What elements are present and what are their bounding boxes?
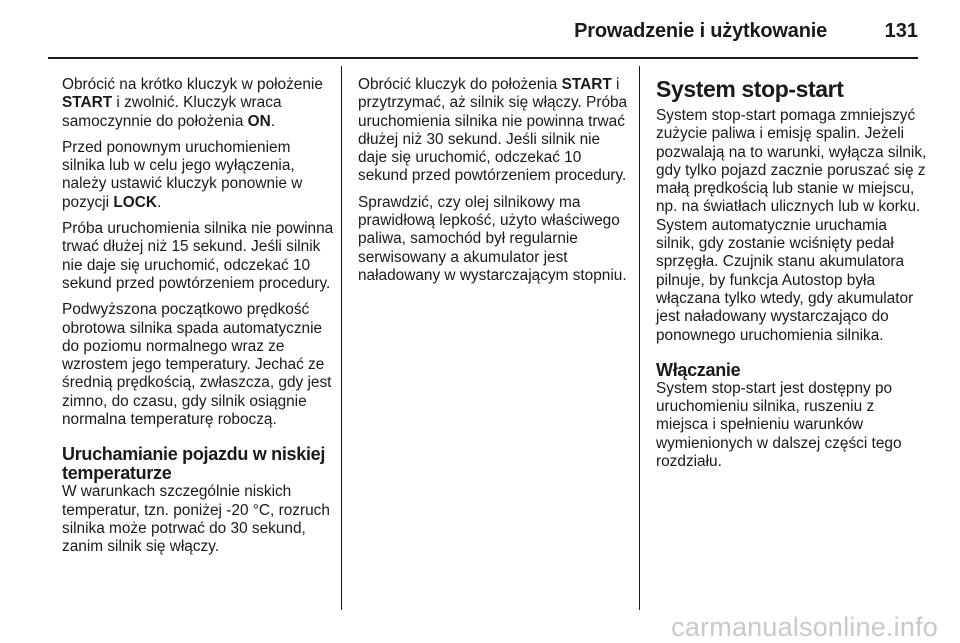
column-divider-2 bbox=[639, 66, 640, 610]
column-left bbox=[62, 76, 334, 565]
column-middle bbox=[358, 76, 630, 293]
paragraph-hold-key: Obrócić kluczyk do położenia START i przytrzymać, aż silnik się włączy. Próba uruchomienia silnika nie powinna trwać dłużej niż 30 sekund. Jeśli silnik nie daje się uruchomić, odczekać 10 sekund przed powtórzeniem procedury. bbox=[358, 76, 628, 185]
page-number: 131 bbox=[884, 20, 918, 42]
paragraph-lock-key: Przed ponownym uruchomieniem silnika lub w celu jego wyłączenia, należy ustawić kluczyk ponownie w pozycji LOCK. bbox=[62, 138, 303, 211]
column-right bbox=[656, 76, 928, 479]
paragraph-activation: System stop-start jest dostępny po uruchomieniu silnika, ruszeniu z miejsca i spełnieniu warunków wymienionych w dalszej części tego rozdziału. bbox=[656, 379, 902, 471]
paragraph-idle-speed: Podwyższona początkowo prędkość obrotowa silnika spada automatycznie do poziomu normalnego wraz ze wzrostem jego temperatury. Jechać ze średnią prędkością, zwłaszcza, gdy jest zimno, do czasu, gdy silnik osiągnie normalna temperaturę roboczą. bbox=[62, 301, 332, 429]
paragraph-start-key: Obrócić na krótko kluczyk w położenie START i zwolnić. Kluczyk wraca samoczynnie do położenia ON. bbox=[62, 76, 323, 130]
heading-activation: Włączanie bbox=[656, 359, 741, 380]
paragraph-start-duration: Próba uruchomienia silnika nie powinna trwać dłużej niż 15 sekund. Jeśli silnik nie daje się uruchomić, odczekać 10 sekund przed powtórzeniem procedury. bbox=[62, 220, 334, 292]
paragraph-check-oil: Sprawdzić, czy olej silnikowy ma prawidłową lepkość, użyto właściwego paliwa, samochód był regularnie serwisowany a akumulator jest naładowany w wystarczającym stopniu. bbox=[358, 193, 627, 284]
header-divider bbox=[48, 57, 918, 59]
paragraph-stop-start-intro: System stop-start pomaga zmniejszyć zużycie paliwa i emisję spalin. Jeżeli pozwalają na to warunki, wyłącza silnik, gdy tylko pojazd zacznie poruszać się z małą prędkością lub stanie w miejscu, np. na światłach ulicznych lub w korku. System automatycznie uruchamia silnik, gdy zostanie wciśnięty pedał sprzęgła. Czujnik stanu akumulatora pilnuje, by funkcja Autostop była włączana tylko wtedy, gdy akumulator jest naładowany wystarczająco do ponownego uruchomienia silnika. bbox=[656, 107, 927, 344]
section-title: Prowadzenie i użytkowanie bbox=[574, 20, 827, 42]
heading-stop-start: System stop-start bbox=[656, 76, 844, 102]
watermark-text: carmanualsonline.info bbox=[671, 612, 938, 642]
column-divider-1 bbox=[341, 66, 342, 610]
paragraph-low-temperature: W warunkach szczególnie niskich temperatur, tzn. poniżej -20 °C, rozruch silnika może potrwać do 30 sekund, zanim silnik się włączy. bbox=[62, 483, 330, 556]
page-header bbox=[0, 0, 960, 62]
heading-low-temperature: Uruchamianie pojazdu w niskiej temperaturze bbox=[62, 444, 326, 484]
